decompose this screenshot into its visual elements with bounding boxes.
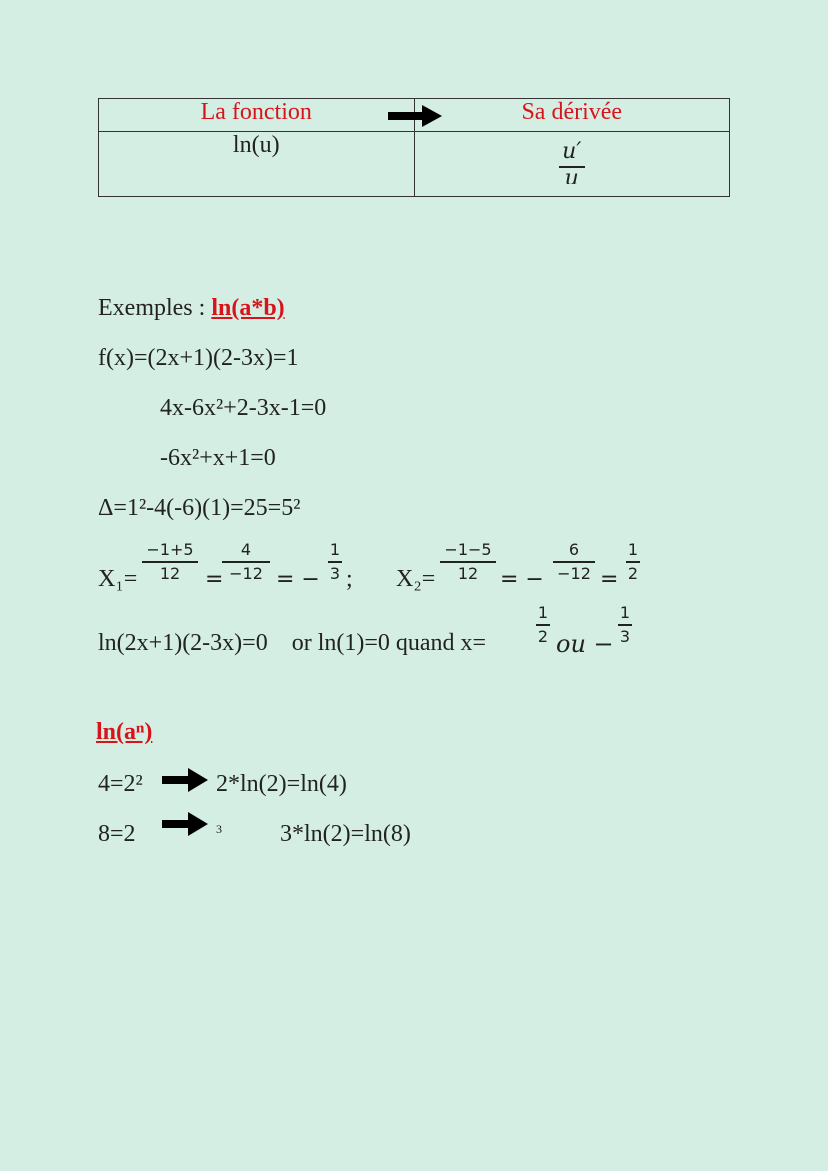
right-arrow-icon (388, 105, 442, 127)
equation-line-3: -6x²+x+1=0 (160, 445, 276, 471)
table-header-function: La fonction (99, 99, 415, 132)
power-rule-title: ln(aⁿ) (96, 719, 153, 745)
power-example-2-left: 8=2 (98, 821, 136, 847)
ln-product-equation: ln(2x+1)(2-3x)=0 or ln(1)=0 quand x= (98, 630, 487, 656)
x1-fraction-1: −1+5 12 (142, 541, 198, 583)
x1-label: X₁= (98, 566, 138, 592)
x2-fraction-3: 1 2 (627, 540, 639, 583)
examples-heading: Exemples : ln(a*b) (98, 295, 285, 321)
x1-fraction-3: 1 3 (329, 540, 341, 583)
power-example-2-exponent: 3 (216, 822, 222, 836)
table-header-derivative: Sa dérivée (414, 99, 730, 132)
derivative-fraction: $\frac{u'}{u}$ (559, 140, 585, 184)
product-rule-title: ln(a*b) (211, 295, 285, 321)
power-example-1-right: 2*ln(2)=ln(4) (216, 771, 347, 797)
x1-fraction-2: 4 −12 (222, 541, 270, 583)
root-fraction-1: 1 2 (537, 603, 549, 646)
right-arrow-icon (162, 768, 208, 792)
equation-line-1: f(x)=(2x+1)(2-3x)=1 (98, 345, 299, 371)
x2-fraction-2: 6 −12 (553, 541, 595, 583)
table-cell-derivative (414, 132, 730, 197)
table-cell-function: ln(u) (99, 132, 415, 197)
equation-line-2: 4x-6x²+2-3x-1=0 (160, 395, 327, 421)
power-example-2-right: 3*ln(2)=ln(8) (280, 821, 411, 847)
power-example-1-left: 4=2² (98, 771, 143, 797)
root-fraction-2: 1 3 (619, 603, 631, 646)
x2-label: X₂= (396, 566, 436, 592)
right-arrow-icon (162, 812, 208, 836)
x2-fraction-1: −1−5 12 (440, 541, 496, 583)
discriminant: Δ=1²-4(-6)(1)=25=5² (98, 495, 301, 521)
